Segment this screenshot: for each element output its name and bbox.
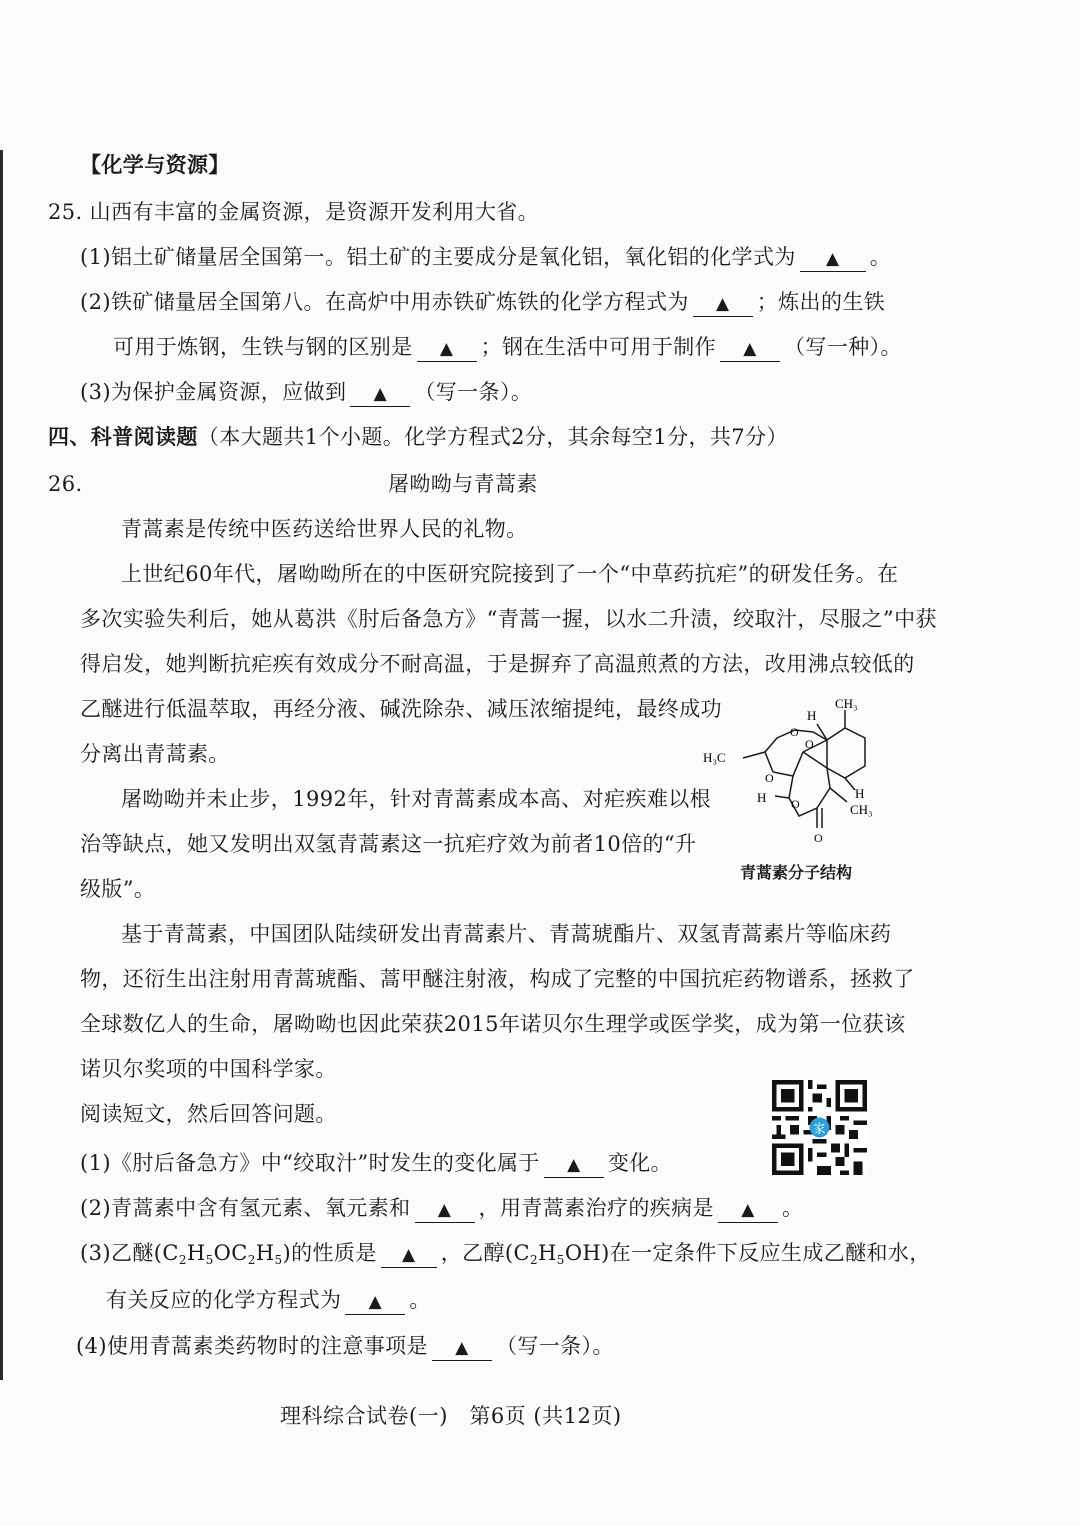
mol-label: O: [790, 725, 799, 739]
triangle-icon: ▲: [567, 1155, 581, 1175]
answer-blank[interactable]: [800, 245, 866, 272]
q26-p3-text-c: ，乙醇(C: [440, 1241, 530, 1265]
subscript: 2: [530, 1253, 539, 1267]
q26-p2-text: (2)青蒿素中含有氢元素、氧元素和: [80, 1196, 411, 1220]
q26-p1-text: (1)《肘后备急方》中“绞取汁”时发生的变化属于: [80, 1151, 540, 1175]
article-paragraph-line: 上世纪60年代，屠呦呦所在的中医研究院接到了一个“中草药抗疟”的研发任务。在: [121, 562, 899, 586]
article-paragraph-line: 诺贝尔奖项的中国科学家。: [80, 1057, 337, 1081]
triangle-icon: ▲: [368, 1292, 383, 1312]
formula-part: OC: [213, 1241, 248, 1265]
q26-part3: [80, 1238, 931, 1275]
triangle-icon: ▲: [437, 1200, 452, 1220]
mol-label: CH₃: [850, 802, 873, 817]
artemisinin-structure-figure: [695, 690, 895, 865]
q26-p3-end: 。: [409, 1288, 431, 1312]
page-footer: 理科综合试卷(一) 第6页 (共12页): [280, 1404, 622, 1428]
mol-label: O: [765, 771, 774, 785]
mol-label: O: [791, 797, 800, 811]
q25-part3: [80, 377, 532, 407]
triangle-icon: ▲: [741, 1200, 755, 1220]
q26-p4-text-b: （写一条）。: [495, 1334, 614, 1358]
triangle-icon: ▲: [401, 1245, 416, 1265]
article-paragraph-line: 全球数亿人的生命，屠呦呦也因此荣获2015年诺贝尔生理学或医学奖，成为第一位获该: [80, 1012, 906, 1036]
mol-label: O: [814, 831, 823, 845]
mol-label: H: [807, 708, 817, 723]
article-paragraph-line: 屠呦呦并未止步，1992年，针对青蒿素成本高、对疟疾难以根: [121, 787, 712, 811]
triangle-icon: ▲: [455, 1338, 469, 1358]
subscript: 5: [205, 1253, 214, 1267]
reading-instruction: 阅读短文，然后回答问题。: [80, 1102, 337, 1126]
q25-p3-text: (3)为保护金属资源，应做到: [80, 380, 347, 404]
article-paragraph-line: 基于青蒿素，中国团队陆续研发出青蒿素片、青蒿琥酯片、双氢青蒿素片等临床药: [121, 922, 892, 946]
formula-part: H: [186, 1241, 206, 1265]
q26-p3-text-d: OH)在一定条件下反应生成乙醚和水，: [564, 1241, 931, 1265]
q25-p1-text: (1)铝土矿储量居全国第一。铝土矿的主要成分是氧化铝，氧化铝的化学式为: [80, 245, 796, 269]
q25-part2: [80, 287, 885, 317]
section4-note: （本大题共1个小题。化学方程式2分，其余每空1分，共7分）: [197, 425, 788, 449]
q25-part2-cont: [113, 332, 902, 362]
q25-p2-text-b: ；炼出的生铁: [756, 290, 886, 314]
q26-p1-end: 变化。: [607, 1151, 673, 1175]
triangle-icon: ▲: [373, 384, 388, 404]
q26-number: 26.: [48, 472, 83, 496]
qr-code-icon[interactable]: [772, 1080, 867, 1175]
article-paragraph-line: 得启发，她判断抗疟疾有效成分不耐高温，于是摒弃了高温煎煮的方法，改用沸点较低的: [80, 652, 915, 676]
q26-part4: [76, 1331, 614, 1361]
article-paragraph-line: 物，还衍生出注射用青蒿琥酯、蒿甲醚注射液，构成了完整的中国抗疟药物谱系，拯救了: [80, 967, 915, 991]
q26-p3-text-b: )的性质是: [282, 1241, 377, 1265]
article-paragraph-line: 分离出青蒿素。: [80, 742, 230, 766]
formula-part: H: [538, 1241, 557, 1265]
q26-p3-text: (3)乙醚(C: [80, 1241, 179, 1265]
q25-p2-text: (2)铁矿储量居全国第八。在高炉中用赤铁矿炼铁的化学方程式为: [80, 290, 689, 314]
q26-part1: [80, 1148, 672, 1178]
q25-stem: 25. 山西有丰富的金属资源，是资源开发利用大省。: [48, 200, 540, 224]
answer-blank[interactable]: [417, 335, 477, 362]
article-paragraph-line: 级版”。: [80, 877, 156, 901]
mol-label: H₃C: [703, 750, 726, 765]
mol-label: H: [757, 790, 767, 805]
q25-p3-text-b: （写一条）。: [414, 380, 533, 404]
section4-heading: [48, 422, 788, 452]
article-title: 屠呦呦与青蒿素: [388, 472, 538, 496]
q26-part2: [80, 1193, 803, 1223]
scan-edge: [0, 150, 3, 1380]
subscript: 2: [178, 1253, 187, 1267]
article-paragraph-line: 治等缺点，她又发明出双氢青蒿素这一抗疟疗效为前者10倍的“升: [80, 832, 697, 856]
answer-blank[interactable]: [720, 335, 780, 362]
answer-blank[interactable]: [350, 380, 410, 407]
figure-caption: 青蒿素分子结构: [740, 863, 853, 882]
triangle-icon: ▲: [439, 339, 454, 359]
mol-label: O: [805, 737, 814, 751]
answer-blank[interactable]: [345, 1288, 405, 1315]
article-paragraph-line: 多次实验失利后，她从葛洪《肘后备急方》“青蒿一握，以水二升渍，绞取汁，尽服之”中获: [80, 607, 937, 631]
mol-label: H: [855, 786, 865, 801]
section4-title: 四、科普阅读题: [48, 424, 198, 449]
q25-p2c-text: 可用于炼钢，生铁与钢的区别是: [113, 335, 413, 359]
article-paragraph-line: 乙醚进行低温萃取，再经分液、碱洗除杂、减压浓缩提纯，最终成功: [80, 697, 722, 721]
answer-blank[interactable]: [415, 1196, 475, 1223]
triangle-icon: ▲: [826, 249, 840, 269]
section-heading-chem-resource: 【化学与资源】: [80, 152, 230, 177]
mol-label: CH₃: [835, 696, 858, 711]
triangle-icon: ▲: [716, 294, 730, 314]
q25-p1-end: 。: [869, 245, 892, 269]
article-paragraph-line: 青蒿素是传统中医药送给世界人民的礼物。: [121, 517, 528, 541]
subscript: 2: [247, 1253, 256, 1267]
answer-blank[interactable]: [718, 1196, 778, 1223]
q26-p2-end: 。: [781, 1196, 804, 1220]
q25-part1: [80, 242, 891, 272]
formula-part: H: [255, 1241, 275, 1265]
answer-blank[interactable]: [432, 1334, 492, 1361]
q26-p4-text: (4)使用青蒿素类药物时的注意事项是: [76, 1334, 428, 1358]
q26-p3-text-e: 有关反应的化学方程式为: [106, 1288, 342, 1312]
q25-p2c-text-b: ；钢在生活中可用于制作: [480, 335, 717, 359]
q26-part3-cont: [106, 1285, 431, 1315]
q25-p2c-text-c: （写一种）。: [784, 335, 902, 359]
answer-blank[interactable]: [381, 1241, 437, 1268]
answer-blank[interactable]: [544, 1151, 604, 1178]
triangle-icon: ▲: [743, 339, 757, 359]
subscript: 5: [274, 1253, 283, 1267]
qr-badge-text: 家: [813, 1121, 826, 1136]
answer-blank[interactable]: [693, 290, 753, 317]
subscript: 5: [556, 1253, 565, 1267]
q26-p2-text-b: ，用青蒿素治疗的疾病是: [478, 1196, 714, 1220]
